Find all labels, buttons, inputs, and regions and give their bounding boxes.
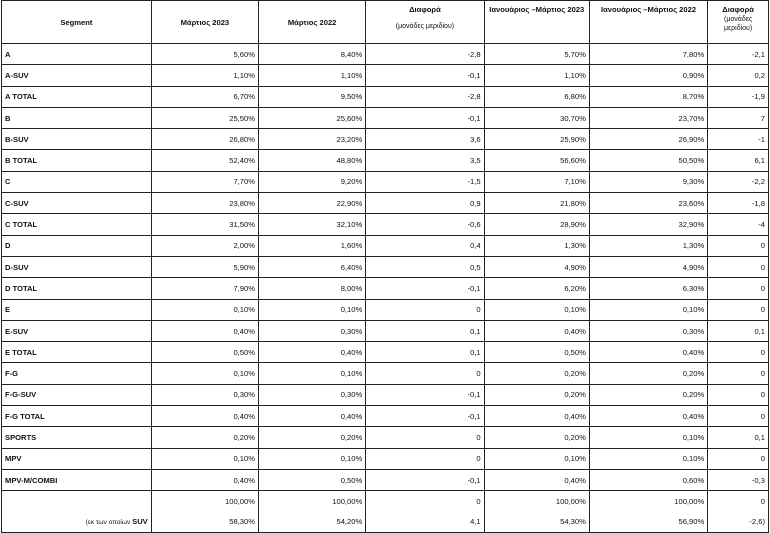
cell-q23: 5,70%	[484, 44, 589, 65]
cell-m22: 8,00%	[259, 278, 366, 299]
table-row	[2, 193, 769, 214]
cell-segment: MPV-M/COMBI	[2, 469, 152, 490]
cell-q22: 23,70%	[589, 107, 707, 128]
cell-segment: E-SUV	[2, 320, 152, 341]
cell-q23: 4,90%	[484, 256, 589, 277]
cell-segment: B TOTAL	[2, 150, 152, 171]
cell-m23: 23,80%	[151, 193, 258, 214]
cell-q23: 0,20%	[484, 384, 589, 405]
cell-m23: 0,40%	[151, 320, 258, 341]
cell-m23: 52,40%	[151, 150, 258, 171]
cell-q22: 0,30%	[589, 320, 707, 341]
cell-m22: 0,10%	[259, 299, 366, 320]
cell-d1: 0	[366, 299, 484, 320]
header-diff2-title: Διαφορά	[722, 5, 754, 14]
cell-d2: 0	[708, 363, 769, 384]
cell-q23: 0,40%	[484, 469, 589, 490]
cell-q22: 0,10%	[589, 299, 707, 320]
table-row	[2, 129, 769, 150]
cell-q22: 0,20%	[589, 363, 707, 384]
cell-d1: 0	[366, 448, 484, 469]
cell-segment: C TOTAL	[2, 214, 152, 235]
cell-m22: 9,20%	[259, 171, 366, 192]
cell-segment: E TOTAL	[2, 342, 152, 363]
cell-segment: F-G TOTAL	[2, 406, 152, 427]
cell-q23: 0,20%	[484, 363, 589, 384]
totals-m23: 100,00%	[151, 491, 258, 512]
cell-q23: 56,60%	[484, 150, 589, 171]
cell-segment: F-G	[2, 363, 152, 384]
cell-d2: 7	[708, 107, 769, 128]
cell-q23: 1,30%	[484, 235, 589, 256]
cell-d2: 0	[708, 256, 769, 277]
cell-d1: -0,1	[366, 65, 484, 86]
cell-d2: 0,1	[708, 320, 769, 341]
cell-m22: 8,40%	[259, 44, 366, 65]
cell-q22: 4,90%	[589, 256, 707, 277]
suv-q23: 54,30%	[484, 512, 589, 533]
cell-q22: 0,90%	[589, 65, 707, 86]
cell-m23: 7,70%	[151, 171, 258, 192]
cell-segment: SPORTS	[2, 427, 152, 448]
cell-m22: 6,40%	[259, 256, 366, 277]
cell-segment: D	[2, 235, 152, 256]
table-row	[2, 171, 769, 192]
cell-d1: 3,6	[366, 129, 484, 150]
cell-q22: 7,80%	[589, 44, 707, 65]
cell-segment: E	[2, 299, 152, 320]
cell-segment: B-SUV	[2, 129, 152, 150]
totals-label	[2, 491, 152, 512]
cell-q23: 6,80%	[484, 86, 589, 107]
cell-m23: 0,10%	[151, 363, 258, 384]
cell-q22: 0,60%	[589, 469, 707, 490]
cell-m23: 0,10%	[151, 299, 258, 320]
suv-label	[2, 512, 152, 533]
cell-m23: 31,50%	[151, 214, 258, 235]
cell-d2: -2,1	[708, 44, 769, 65]
suv-d1: 4,1	[366, 512, 484, 533]
cell-segment: A TOTAL	[2, 86, 152, 107]
cell-d1: 0,1	[366, 320, 484, 341]
cell-segment: A-SUV	[2, 65, 152, 86]
cell-m22: 1,60%	[259, 235, 366, 256]
cell-q23: 28,90%	[484, 214, 589, 235]
table-row	[2, 299, 769, 320]
cell-q22: 0,40%	[589, 342, 707, 363]
suv-q22: 56,90%	[589, 512, 707, 533]
cell-d2: -1	[708, 129, 769, 150]
cell-d2: 0	[708, 342, 769, 363]
cell-segment: C	[2, 171, 152, 192]
cell-q23: 0,10%	[484, 299, 589, 320]
header-segment: Segment	[2, 1, 152, 44]
table-row	[2, 363, 769, 384]
cell-d1: 0,9	[366, 193, 484, 214]
totals-m22: 100,00%	[259, 491, 366, 512]
cell-d1: -0,6	[366, 214, 484, 235]
market-share-table	[1, 0, 769, 533]
cell-q23: 0,20%	[484, 427, 589, 448]
cell-q23: 0,40%	[484, 320, 589, 341]
cell-d1: -2,8	[366, 44, 484, 65]
totals-q22: 100,00%	[589, 491, 707, 512]
cell-d1: -0,1	[366, 406, 484, 427]
cell-q23: 21,80%	[484, 193, 589, 214]
totals-d1: 0	[366, 491, 484, 512]
cell-m22: 0,40%	[259, 406, 366, 427]
cell-d2: 0	[708, 235, 769, 256]
cell-d1: 0,4	[366, 235, 484, 256]
cell-d2: 0	[708, 299, 769, 320]
cell-q22: 1,30%	[589, 235, 707, 256]
header-diff-unit: (μονάδες μεριδίου)	[395, 23, 455, 30]
cell-m22: 0,30%	[259, 384, 366, 405]
cell-q23: 1,10%	[484, 65, 589, 86]
table-row	[2, 427, 769, 448]
cell-q22: 23,60%	[589, 193, 707, 214]
cell-segment: B	[2, 107, 152, 128]
header-march-2022: Μάρτιος 2022	[259, 1, 366, 44]
table-row	[2, 214, 769, 235]
cell-d1: -0,1	[366, 107, 484, 128]
cell-q23: 6,20%	[484, 278, 589, 299]
cell-d2: -2,2	[708, 171, 769, 192]
cell-segment: D TOTAL	[2, 278, 152, 299]
cell-d2: -4	[708, 214, 769, 235]
table-row	[2, 384, 769, 405]
cell-m23: 5,90%	[151, 256, 258, 277]
header-diff2	[708, 1, 769, 44]
header-diff-title: Διαφορά	[409, 5, 441, 14]
cell-m23: 6,70%	[151, 86, 258, 107]
table-row	[2, 235, 769, 256]
cell-q22: 32,90%	[589, 214, 707, 235]
cell-m22: 23,20%	[259, 129, 366, 150]
cell-m23: 0,40%	[151, 469, 258, 490]
cell-m22: 0,10%	[259, 448, 366, 469]
cell-d1: -0,1	[366, 384, 484, 405]
cell-m22: 0,50%	[259, 469, 366, 490]
cell-d2: -0,3	[708, 469, 769, 490]
suv-label-bold: SUV	[132, 517, 148, 527]
table-row	[2, 278, 769, 299]
table-row	[2, 256, 769, 277]
suv-d2: -2,6)	[708, 512, 769, 533]
table-row	[2, 65, 769, 86]
cell-d2: 0,2	[708, 65, 769, 86]
cell-q22: 0,40%	[589, 406, 707, 427]
cell-m23: 0,20%	[151, 427, 258, 448]
cell-m22: 22,90%	[259, 193, 366, 214]
cell-q22: 0,10%	[589, 427, 707, 448]
cell-d1: 0	[366, 363, 484, 384]
cell-m22: 0,30%	[259, 320, 366, 341]
cell-d2: 0	[708, 448, 769, 469]
cell-m22: 0,20%	[259, 427, 366, 448]
cell-q22: 0,20%	[589, 384, 707, 405]
suv-row	[2, 512, 769, 533]
cell-d1: 0,5	[366, 256, 484, 277]
header-row	[2, 1, 769, 44]
cell-d2: 6,1	[708, 150, 769, 171]
cell-segment: C-SUV	[2, 193, 152, 214]
table-row	[2, 86, 769, 107]
header-ytd-2023: Ιανουάριος –Μάρτιος 2023	[484, 1, 589, 44]
cell-q23: 25,90%	[484, 129, 589, 150]
totals-d2: 0	[708, 491, 769, 512]
cell-m23: 0,10%	[151, 448, 258, 469]
cell-m23: 26,80%	[151, 129, 258, 150]
cell-d1: 3,5	[366, 150, 484, 171]
cell-d1: 0	[366, 427, 484, 448]
cell-d2: -1,8	[708, 193, 769, 214]
cell-m22: 9,50%	[259, 86, 366, 107]
cell-m23: 5,60%	[151, 44, 258, 65]
suv-m23: 58,30%	[151, 512, 258, 533]
cell-d1: -0,1	[366, 278, 484, 299]
cell-q22: 9,30%	[589, 171, 707, 192]
header-ytd-2022: Ιανουάριος –Μάρτιος 2022	[589, 1, 707, 44]
table-row	[2, 44, 769, 65]
header-diff2-unit: (μονάδες μεριδίου)	[724, 16, 753, 32]
cell-d2: 0	[708, 406, 769, 427]
table-row	[2, 406, 769, 427]
cell-m23: 0,30%	[151, 384, 258, 405]
cell-q23: 30,70%	[484, 107, 589, 128]
cell-q23: 7,10%	[484, 171, 589, 192]
cell-q22: 0,10%	[589, 448, 707, 469]
cell-m23: 7,90%	[151, 278, 258, 299]
table-row	[2, 107, 769, 128]
header-diff	[366, 1, 484, 44]
cell-d1: 0,1	[366, 342, 484, 363]
cell-q23: 0,50%	[484, 342, 589, 363]
cell-m22: 25,60%	[259, 107, 366, 128]
cell-d1: -2,8	[366, 86, 484, 107]
cell-q22: 8,70%	[589, 86, 707, 107]
cell-m22: 0,40%	[259, 342, 366, 363]
cell-m23: 0,50%	[151, 342, 258, 363]
cell-m23: 2,00%	[151, 235, 258, 256]
cell-m23: 1,10%	[151, 65, 258, 86]
cell-m23: 25,50%	[151, 107, 258, 128]
cell-d2: 0	[708, 384, 769, 405]
cell-d2: 0,1	[708, 427, 769, 448]
cell-m22: 1,10%	[259, 65, 366, 86]
cell-segment: D-SUV	[2, 256, 152, 277]
cell-d1: -1,5	[366, 171, 484, 192]
totals-q23: 100,00%	[484, 491, 589, 512]
cell-q23: 0,40%	[484, 406, 589, 427]
cell-q22: 6,30%	[589, 278, 707, 299]
cell-q22: 50,50%	[589, 150, 707, 171]
cell-q22: 26,90%	[589, 129, 707, 150]
table-row	[2, 320, 769, 341]
table-row	[2, 342, 769, 363]
table-row	[2, 448, 769, 469]
table-row	[2, 150, 769, 171]
cell-d2: -1,9	[708, 86, 769, 107]
table-row	[2, 469, 769, 490]
cell-segment: MPV	[2, 448, 152, 469]
suv-label-prefix: (εκ των οποίων	[85, 519, 133, 527]
cell-m22: 48,80%	[259, 150, 366, 171]
cell-d2: 0	[708, 278, 769, 299]
suv-m22: 54,20%	[259, 512, 366, 533]
cell-q23: 0,10%	[484, 448, 589, 469]
cell-m23: 0,40%	[151, 406, 258, 427]
cell-m22: 0,10%	[259, 363, 366, 384]
cell-d1: -0,1	[366, 469, 484, 490]
totals-row	[2, 491, 769, 512]
cell-segment: F-G-SUV	[2, 384, 152, 405]
cell-m22: 32,10%	[259, 214, 366, 235]
cell-segment: A	[2, 44, 152, 65]
header-march-2023: Μάρτιος 2023	[151, 1, 258, 44]
